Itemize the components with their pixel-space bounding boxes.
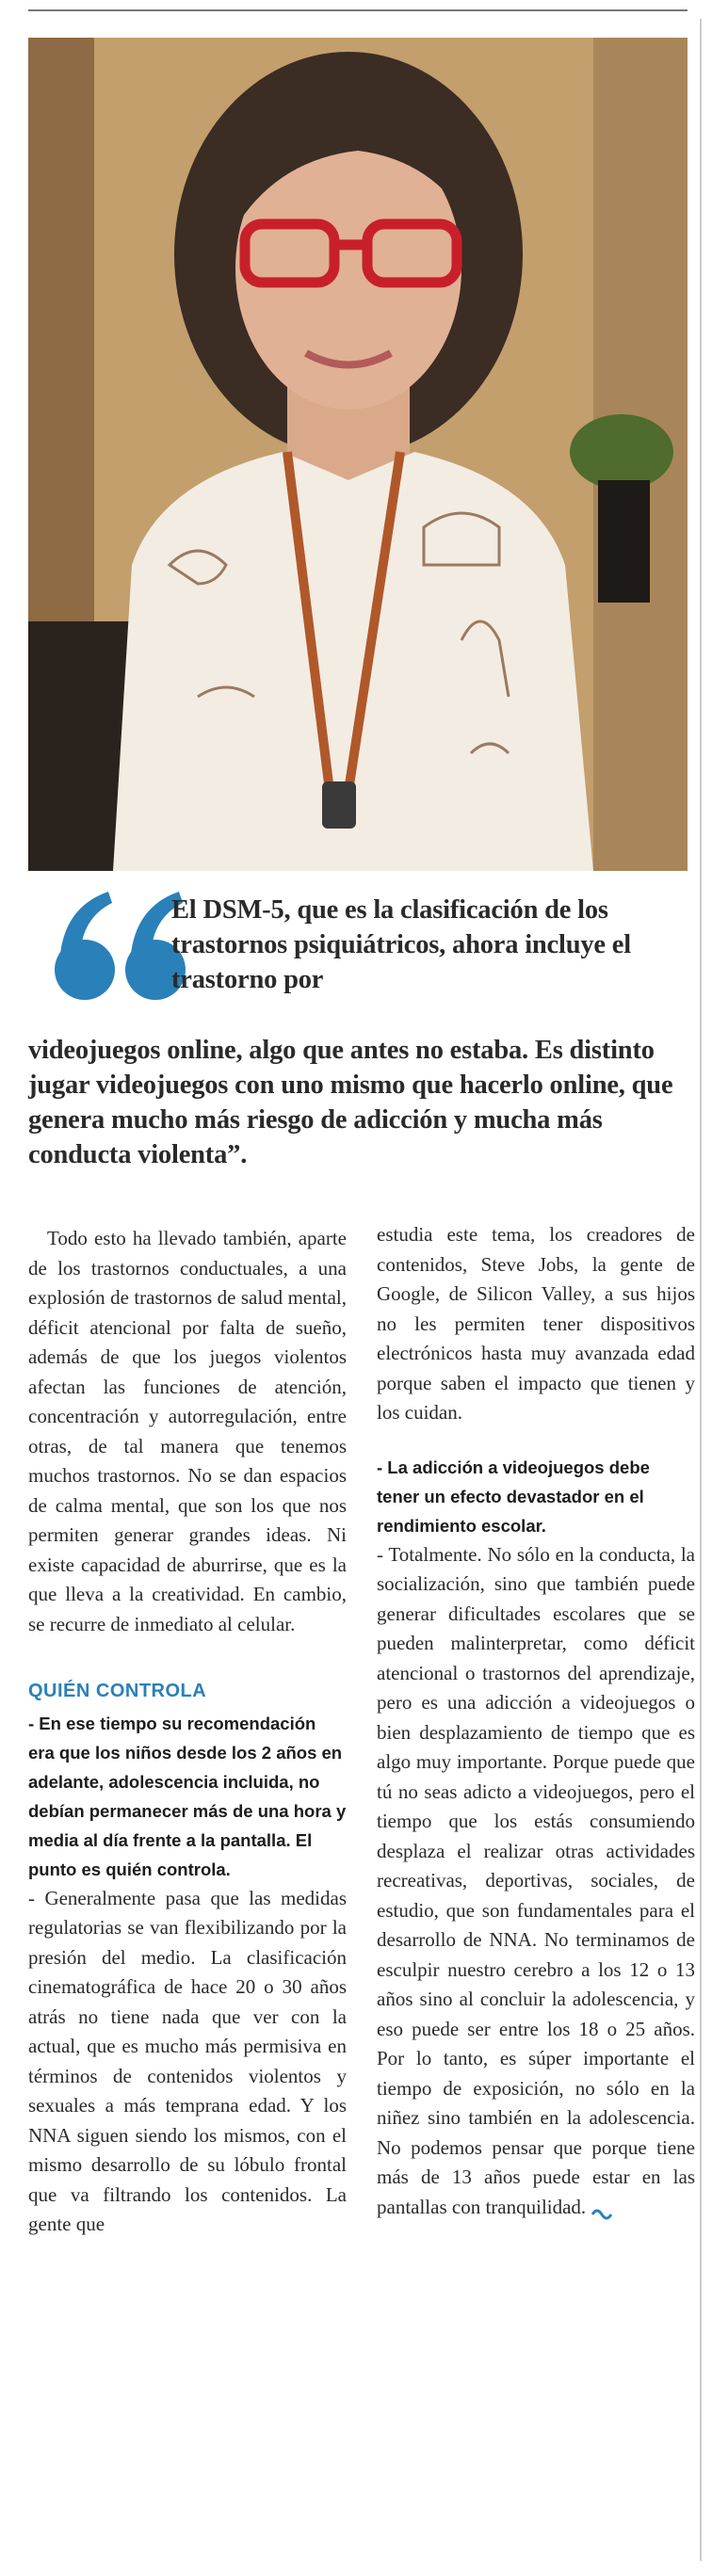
quote-mark-icon [42,880,193,1012]
pull-quote-continuation: videojuegos online, algo que antes no estaba. Es distinto jugar videojuegos con uno mismo que hacerlo online, que genera mucho más riesgo de adicción y mucha más conducta violenta”. [28,1036,673,1169]
interview-question: - La adicción a videojuegos debe tener un efecto devastador en el rendimiento escolar. [377,1457,650,1536]
paragraph: Todo esto ha llevado también, aparte de los trastornos conductuales, a una explosión de trastornos de salud mental, déficit atencional por falta de sueño, además de que los juegos violentos afectan las funciones de atención, concentración y autorregulación, entre otras, de tal manera que tenemos muchos trastornos. No se dan espacios de calma mental, que son los que nos permiten generar grandes ideas. Ni existe capacidad de aburrirse, que es la que lleva a la creatividad. En cambio, se recurre de inmediato al celular. [28,1227,347,1635]
end-mark-icon [591,2201,613,2216]
portrait-photo [28,38,688,871]
interview-answer [377,1540,695,2223]
paragraph: estudia este tema, los creadores de contenidos, Steve Jobs, la gente de Google, de Silicon Valley, a sus hijos no les permiten tener dispositivos electrónicos hasta muy avanzada edad porque saben el impacto que tienen y los cuidan. [377,1223,695,1424]
interview-answer: - Generalmente pasa que las medidas regulatorias se van flexibilizando por la presión del medio. La clasificación cinematográfica de hace 20 o 30 años atrás no tiene nada que ver con la actual, que es mucho más permisiva en términos de contenidos violentos y sexuales a más temprana edad. Y los NNA siguen siendo los mismos, con el mismo desarrollo de su lóbulo frontal que va filtrando los contenidos. La gente que [28,1886,347,2235]
pull-quote-intro: El DSM-5, que es la clasificación de los trastornos psiquiátricos, ahora incluye el trastorno por [171,895,631,994]
article-column-right [377,1220,695,2222]
top-rule [28,9,688,11]
article-column-left [28,1224,347,2240]
interview-question: - En ese tiempo su recomendación era que los niños desde los 2 años en adelante, adolescencia incluida, no debían permanecer más de una hora y media al día frente a la pantalla. El punto es quién controla. [28,1713,347,1879]
section-subhead: QUIÉN CONTROLA [28,1681,207,1701]
answer-text: - Totalmente. No sólo en la conducta, la socialización, sino que también puede generar dificultades escolares que se pueden malinterpretar, como déficit atencional o trastornos del aprendizaje, pero es una adicción a videojuegos o bien desplazamiento de tiempo que es algo muy importante. Porque puede que tú no seas adicto a videojuegos, pero el tiempo que los estás consumiendo desplaza el realizar otras actividades recreativas, deportivas, sociales, de estudio, que son fundamentales para el desarrollo de NNA. No terminamos de esculpir nuestro cerebro a los 12 o 13 años sino al concluir la adolescencia, y eso puede ser entre los 18 o 25 años. Por lo tanto, es súper importante el tiempo de exposición, no sólo en la niñez sino también en la adolescencia. No podemos pensar que porque tiene más de 13 años puede estar en las pantallas con tranquilidad. [377,1542,695,2218]
column-divider [700,19,702,2561]
